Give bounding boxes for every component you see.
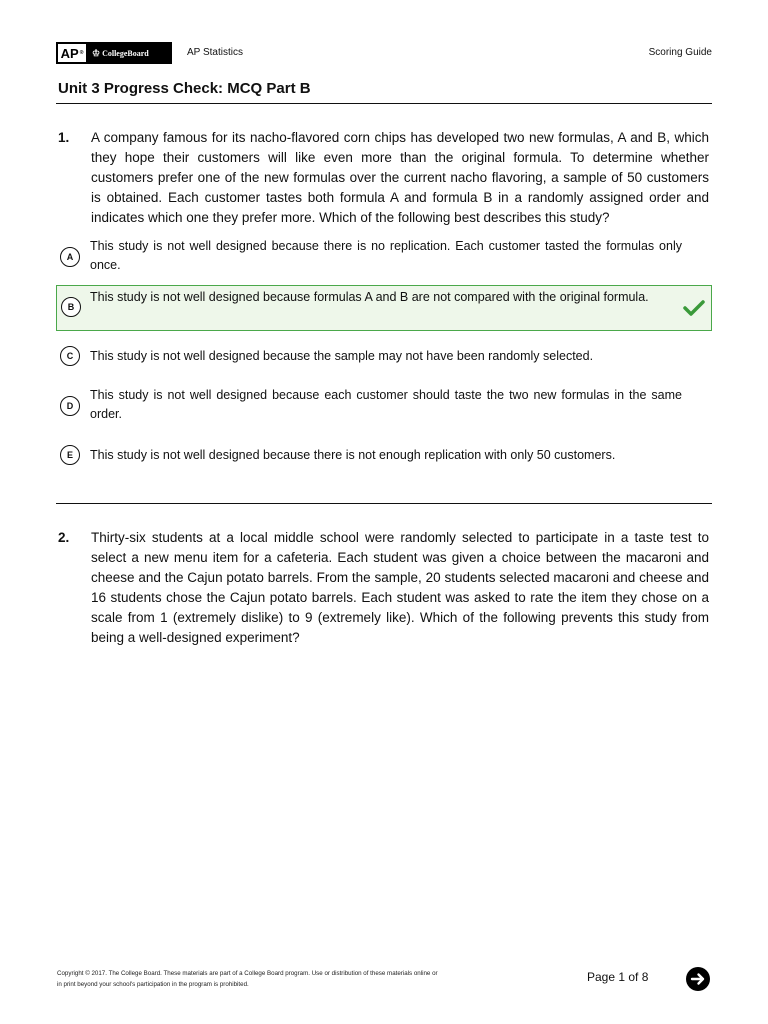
choice-a[interactable] — [56, 237, 712, 277]
arrow-right-icon — [690, 971, 706, 987]
choice-d[interactable] — [56, 386, 712, 426]
page-indicator: Page 1 of 8 — [587, 970, 649, 984]
question-1-number: 1. — [58, 130, 70, 145]
copyright-line-1: Copyright © 2017. The College Board. These materials are part of a College Board program. Use or distribution of these materials online or — [57, 970, 438, 977]
choice-b-correct[interactable] — [56, 285, 712, 331]
ap-logo-text: AP — [60, 45, 79, 61]
question-2-text: Thirty-six students at a local middle school were randomly selected to participate in a taste test to select a new menu item for a cafeteria. Each student was given a choice between the macaroni and cheese and the Cajun potato barrels. From the sample, 20 students selected macaroni and cheese and 16 students chose the Cajun potato barrels. Each student was asked to rate the item they chose on a scale from 1 (extremely dislike) to 9 (extremely like). Which of the following prevents this study from being a well-designed experiment? — [91, 530, 709, 645]
ap-logo-reg: ® — [79, 50, 84, 56]
choice-c[interactable] — [56, 346, 712, 368]
next-page-button[interactable] — [686, 967, 710, 991]
choice-b-text: This study is not well designed because formulas A and B are not compared with the original formula. — [90, 290, 649, 304]
choice-a-text: This study is not well designed because there is no replication. Each customer tasted the formulas only once. — [90, 239, 682, 272]
choice-d-letter: D — [60, 396, 80, 416]
choice-e[interactable] — [56, 445, 712, 467]
ap-logo-mark — [58, 44, 86, 62]
question-2-number: 2. — [58, 530, 70, 545]
choice-b-letter: B — [61, 297, 81, 317]
choice-c-text: This study is not well designed because the sample may not have been randomly selected. — [90, 349, 594, 363]
header-divider — [56, 103, 712, 104]
copyright-line-2: in print beyond your school's participation in the program is prohibited. — [57, 981, 249, 988]
choice-e-letter: E — [60, 445, 80, 465]
copyright-notice — [57, 968, 487, 990]
course-name: AP Statistics — [187, 47, 243, 58]
ap-collegeboard-logo — [56, 42, 172, 64]
page-title: Unit 3 Progress Check: MCQ Part B — [58, 80, 311, 97]
collegeboard-logo-text — [86, 42, 172, 64]
question-divider — [56, 503, 712, 504]
scoring-guide-label: Scoring Guide — [648, 47, 712, 58]
collegeboard-brand: CollegeBoard — [102, 48, 149, 58]
choice-e-text: This study is not well designed because there is not enough replication with only 50 customers. — [90, 448, 616, 462]
choice-c-letter: C — [60, 346, 80, 366]
check-icon — [683, 299, 705, 317]
acorn-icon: ♔ — [92, 47, 101, 58]
choice-a-letter: A — [60, 247, 80, 267]
choice-d-text: This study is not well designed because each customer should taste the two new formulas in the same order. — [90, 388, 682, 421]
question-1-text: A company famous for its nacho-flavored corn chips has developed two new formulas, A and B, which they hope their customers will like even more than the original formula. To determine whether customers prefer one of the new formulas over the current nacho flavoring, a sample of 50 customers is obtained. Each customer tastes both formula A and formula B in a randomly assigned order and indicates which one they prefer more. Which of the following best describes this study? — [91, 130, 709, 225]
